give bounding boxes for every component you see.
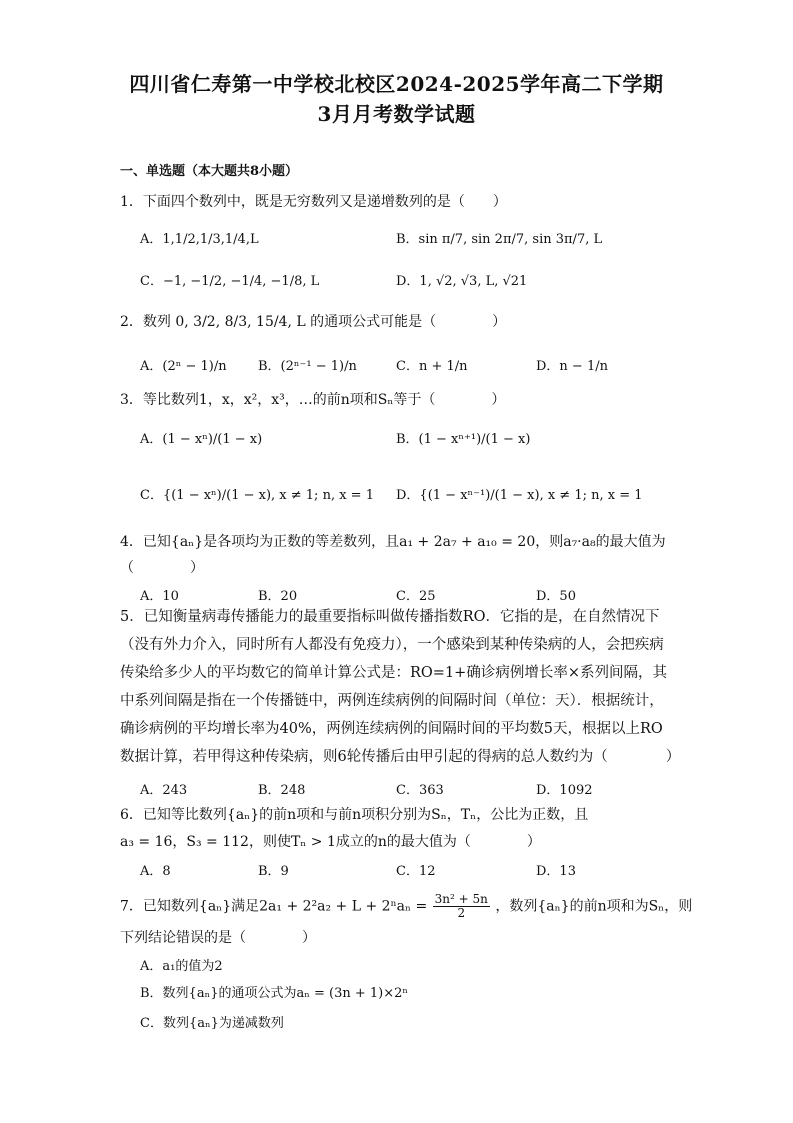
- q7-fraction: [433, 893, 490, 920]
- q7-option-a: A．a₁的值为2: [140, 959, 223, 974]
- q2-stem: [120, 312, 506, 332]
- q7-line2: 下列结论错误的是（ ）: [120, 930, 316, 946]
- q4-option-d: D．50: [536, 589, 576, 604]
- exam-title-line1: 四川省仁寿第一中学校北校区2024-2025学年高二下学期: [129, 72, 664, 96]
- q6-line1: 6．已知等比数列{aₙ}的前n项和与前n项积分别为Sₙ，Tₙ，公比为正数，且: [120, 807, 589, 823]
- q2-sequence: 0, 3/2, 8/3, 15/4, L: [175, 314, 306, 330]
- q5-option-b: B．248: [258, 783, 306, 798]
- q4-option-c: C．25: [396, 589, 436, 604]
- q7-option-c: C．数列{aₙ}为递减数列: [140, 1016, 284, 1031]
- q2-option-c: C．n + 1/n: [396, 359, 468, 374]
- q5-option-c: C．363: [396, 783, 444, 798]
- q7-line1-pre: 7．已知数列{aₙ}满足2a₁ + 2²a₂ + L + 2ⁿaₙ =: [120, 898, 428, 915]
- q6-option-a: A．8: [140, 864, 171, 879]
- q2-option-b: B．(2ⁿ⁻¹ − 1)/n: [258, 359, 357, 374]
- q7-line1-post: ，数列{aₙ}的前n项和为Sₙ，则: [495, 898, 693, 915]
- q4-option-b: B．20: [258, 589, 298, 604]
- q1-stem: 1．下面四个数列中，既是无穷数列又是递增数列的是（ ）: [120, 194, 507, 210]
- q2-option-d: D．n − 1/n: [536, 359, 608, 374]
- q4-stem-cont: （ ）: [120, 560, 204, 576]
- q5-option-a: A．243: [140, 783, 188, 798]
- q7-fraction-numerator: 3n² + 5n: [434, 892, 488, 906]
- q3-option-a: A．(1 − xⁿ)/(1 − x): [140, 432, 263, 447]
- q3-stem: 3．等比数列1，x，x²，x³，…的前n项和Sₙ等于（ ）: [120, 392, 506, 408]
- q6-line2: a₃ = 16，S₃ = 112，则使Tₙ > 1成立的n的最大值为（ ）: [120, 834, 541, 850]
- q1-option-c: C．−1, −1/2, −1/4, −1/8, L: [140, 274, 320, 289]
- q5-option-d: D．1092: [536, 783, 593, 798]
- q2-stem-pre: 2．数列: [120, 314, 171, 330]
- q6-option-b: B．9: [258, 864, 289, 879]
- q6-option-d: D．13: [536, 864, 576, 879]
- section-heading: 一、单选题（本大题共8小题）: [120, 164, 299, 179]
- q1-option-b: B．sin π/7, sin 2π/7, sin 3π/7, L: [396, 232, 603, 247]
- q3-option-c: C．{(1 − xⁿ)/(1 − x), x ≠ 1; n, x = 1: [140, 488, 374, 503]
- q1-option-d: D．1, √2, √3, L, √21: [396, 274, 528, 289]
- q2-stem-post: 的通项公式可能是（ ）: [310, 314, 507, 330]
- q4-stem: 4．已知{aₙ}是各项均为正数的等差数列，且a₁ + 2a₇ + a₁₀ = 20，则a₇·a₈的最大值为: [120, 534, 666, 550]
- exam-title-line2: 3月月考数学试题: [317, 102, 476, 126]
- q1-option-a: A．1,1/2,1/3,1/4,L: [140, 232, 259, 247]
- q3-option-b: B．(1 − xⁿ⁺¹)/(1 − x): [396, 432, 531, 447]
- q7-option-b: B．数列{aₙ}的通项公式为aₙ = (3n + 1)×2ⁿ: [140, 986, 409, 1001]
- q7-line1: [120, 893, 692, 920]
- q3-option-d: D．{(1 − xⁿ⁻¹)/(1 − x), x ≠ 1; n, x = 1: [396, 488, 643, 503]
- q7-fraction-denominator: 2: [457, 906, 466, 920]
- q6-option-c: C．12: [396, 864, 436, 879]
- q4-option-a: A．10: [140, 589, 179, 604]
- q5-text: 5．已知衡量病毒传播能力的最重要指标叫做传播指数RO．它指的是，在自然情况下（没有外力介入，同时所有人都没有免疫力），一个感染到某种传染病的人，会把疾病传染给多少人的平均数它的简单计算公式是：RO=1+确诊病例增长率×系列间隔，其中系列间隔是指在一个传播链中，两例连续病例的间隔时间（单位：天）．根据统计，确诊病例的平均增长率为40%，两例连续病例的间隔时间的平均数5天，根据以上RO数据计算，若甲得这种传染病，则6轮传播后由甲引起的得病的总人数约为（ ）: [120, 609, 681, 765]
- q2-option-a: A．(2ⁿ − 1)/n: [140, 359, 227, 374]
